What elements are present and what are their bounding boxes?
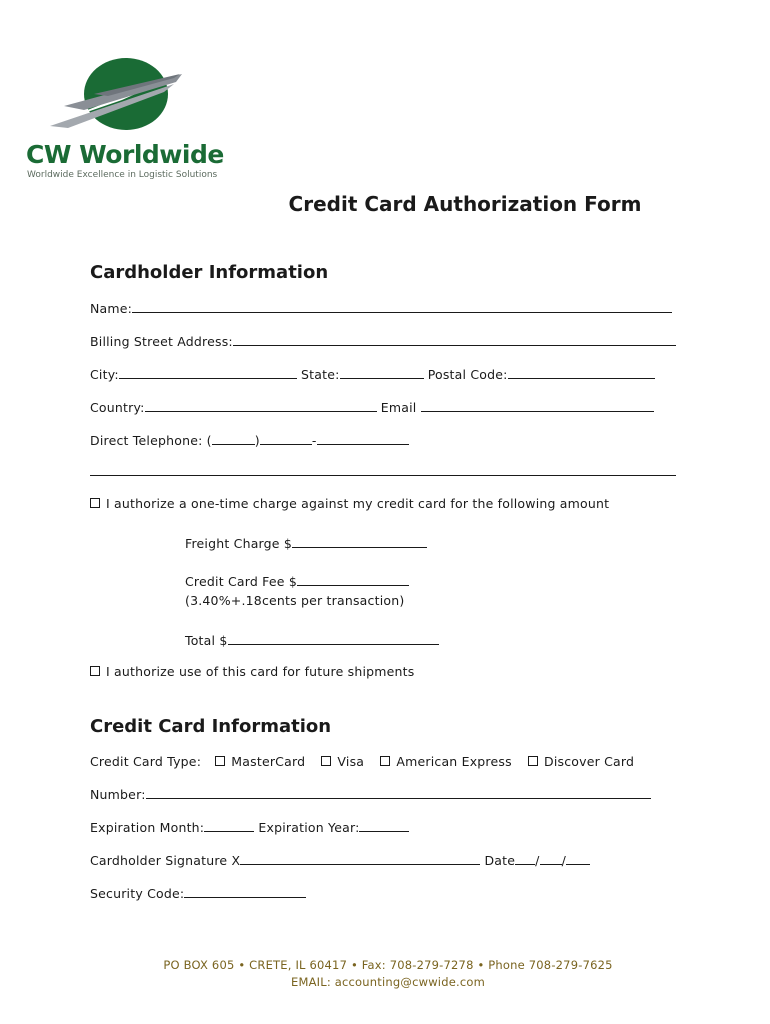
visa-checkbox[interactable] — [321, 756, 331, 766]
fee-row — [185, 573, 409, 589]
freight-field[interactable] — [292, 535, 427, 548]
phone-row — [90, 432, 409, 448]
email-field[interactable] — [421, 399, 654, 412]
billing-field[interactable] — [233, 333, 676, 346]
footer-address: PO BOX 605 • CRETE, IL 60417 • Fax: 708-279-7278 • Phone 708-279-7625 — [163, 958, 613, 972]
discover-checkbox[interactable] — [528, 756, 538, 766]
card-type-option-visa[interactable]: Visa — [321, 754, 364, 769]
one-time-row — [90, 496, 609, 511]
card-type-option-amex[interactable]: American Express — [380, 754, 511, 769]
date-label: Date — [484, 853, 516, 868]
state-field[interactable] — [340, 366, 424, 379]
phone-prefix-field[interactable] — [260, 432, 312, 445]
date-year-field[interactable] — [566, 852, 590, 865]
postal-label: Postal Code: — [427, 367, 508, 382]
name-row — [90, 300, 672, 316]
phone-label: Direct Telephone: ( — [90, 433, 212, 448]
form-title: Credit Card Authorization Form — [288, 192, 642, 216]
section-divider — [90, 475, 676, 476]
billing-row — [90, 333, 676, 349]
one-time-label: I authorize a one-time charge against my credit card for the following amount — [106, 496, 610, 511]
freight-label: Freight Charge $ — [185, 536, 293, 551]
security-code-field[interactable] — [184, 885, 306, 898]
exp-year-field[interactable] — [359, 819, 409, 832]
total-field[interactable] — [228, 632, 439, 645]
fee-label: Credit Card Fee $ — [185, 574, 297, 589]
signature-field[interactable] — [240, 852, 480, 865]
card-type-label: Credit Card Type: — [90, 754, 202, 769]
logo-tagline: Worldwide Excellence in Logistic Solutions — [27, 170, 218, 180]
freight-row — [185, 535, 427, 551]
card-type-row — [90, 754, 636, 769]
state-label: State: — [301, 367, 340, 382]
number-label: Number: — [90, 787, 146, 802]
security-row — [90, 885, 306, 901]
security-label: Security Code: — [90, 886, 185, 901]
email-label: Email — [380, 400, 417, 415]
phone-sep-2: - — [311, 433, 317, 448]
exp-month-field[interactable] — [204, 819, 254, 832]
exp-month-label: Expiration Month: — [90, 820, 205, 835]
logo-name: CW Worldwide — [26, 140, 224, 169]
city-field[interactable] — [119, 366, 297, 379]
mastercard-checkbox[interactable] — [215, 756, 225, 766]
fee-field[interactable] — [297, 573, 409, 586]
number-row — [90, 786, 651, 802]
fee-note: (3.40%+.18cents per transaction) — [185, 593, 405, 608]
card-type-option-discover[interactable]: Discover Card — [528, 754, 634, 769]
total-row — [185, 632, 439, 648]
expiration-row — [90, 819, 409, 835]
one-time-checkbox[interactable] — [90, 498, 100, 508]
phone-line-field[interactable] — [317, 432, 409, 445]
exp-year-label: Expiration Year: — [258, 820, 360, 835]
company-logo — [24, 54, 234, 184]
total-label: Total $ — [185, 633, 228, 648]
country-row — [90, 399, 654, 415]
billing-label: Billing Street Address: — [90, 334, 233, 349]
postal-field[interactable] — [508, 366, 655, 379]
country-label: Country: — [90, 400, 145, 415]
card-number-field[interactable] — [146, 786, 651, 799]
date-month-field[interactable] — [515, 852, 535, 865]
card-heading: Credit Card Information — [90, 716, 332, 737]
signature-label: Cardholder Signature X — [90, 853, 241, 868]
amex-checkbox[interactable] — [380, 756, 390, 766]
phone-area-field[interactable] — [212, 432, 255, 445]
city-row — [90, 366, 655, 382]
future-label: I authorize use of this card for future shipments — [106, 664, 415, 679]
country-field[interactable] — [145, 399, 377, 412]
name-label: Name: — [90, 301, 133, 316]
phone-sep-1: ) — [254, 433, 260, 448]
name-field[interactable] — [132, 300, 672, 313]
card-type-option-mastercard[interactable]: MasterCard — [215, 754, 305, 769]
signature-row: Cardholder Signature X Date / / — [90, 852, 590, 868]
footer-email: EMAIL: accounting@cwwide.com — [290, 975, 485, 989]
cardholder-heading: Cardholder Information — [90, 262, 329, 283]
future-checkbox[interactable] — [90, 666, 100, 676]
date-day-field[interactable] — [540, 852, 562, 865]
logo-globe-icon — [24, 54, 234, 144]
city-label: City: — [90, 367, 119, 382]
future-row — [90, 664, 415, 679]
